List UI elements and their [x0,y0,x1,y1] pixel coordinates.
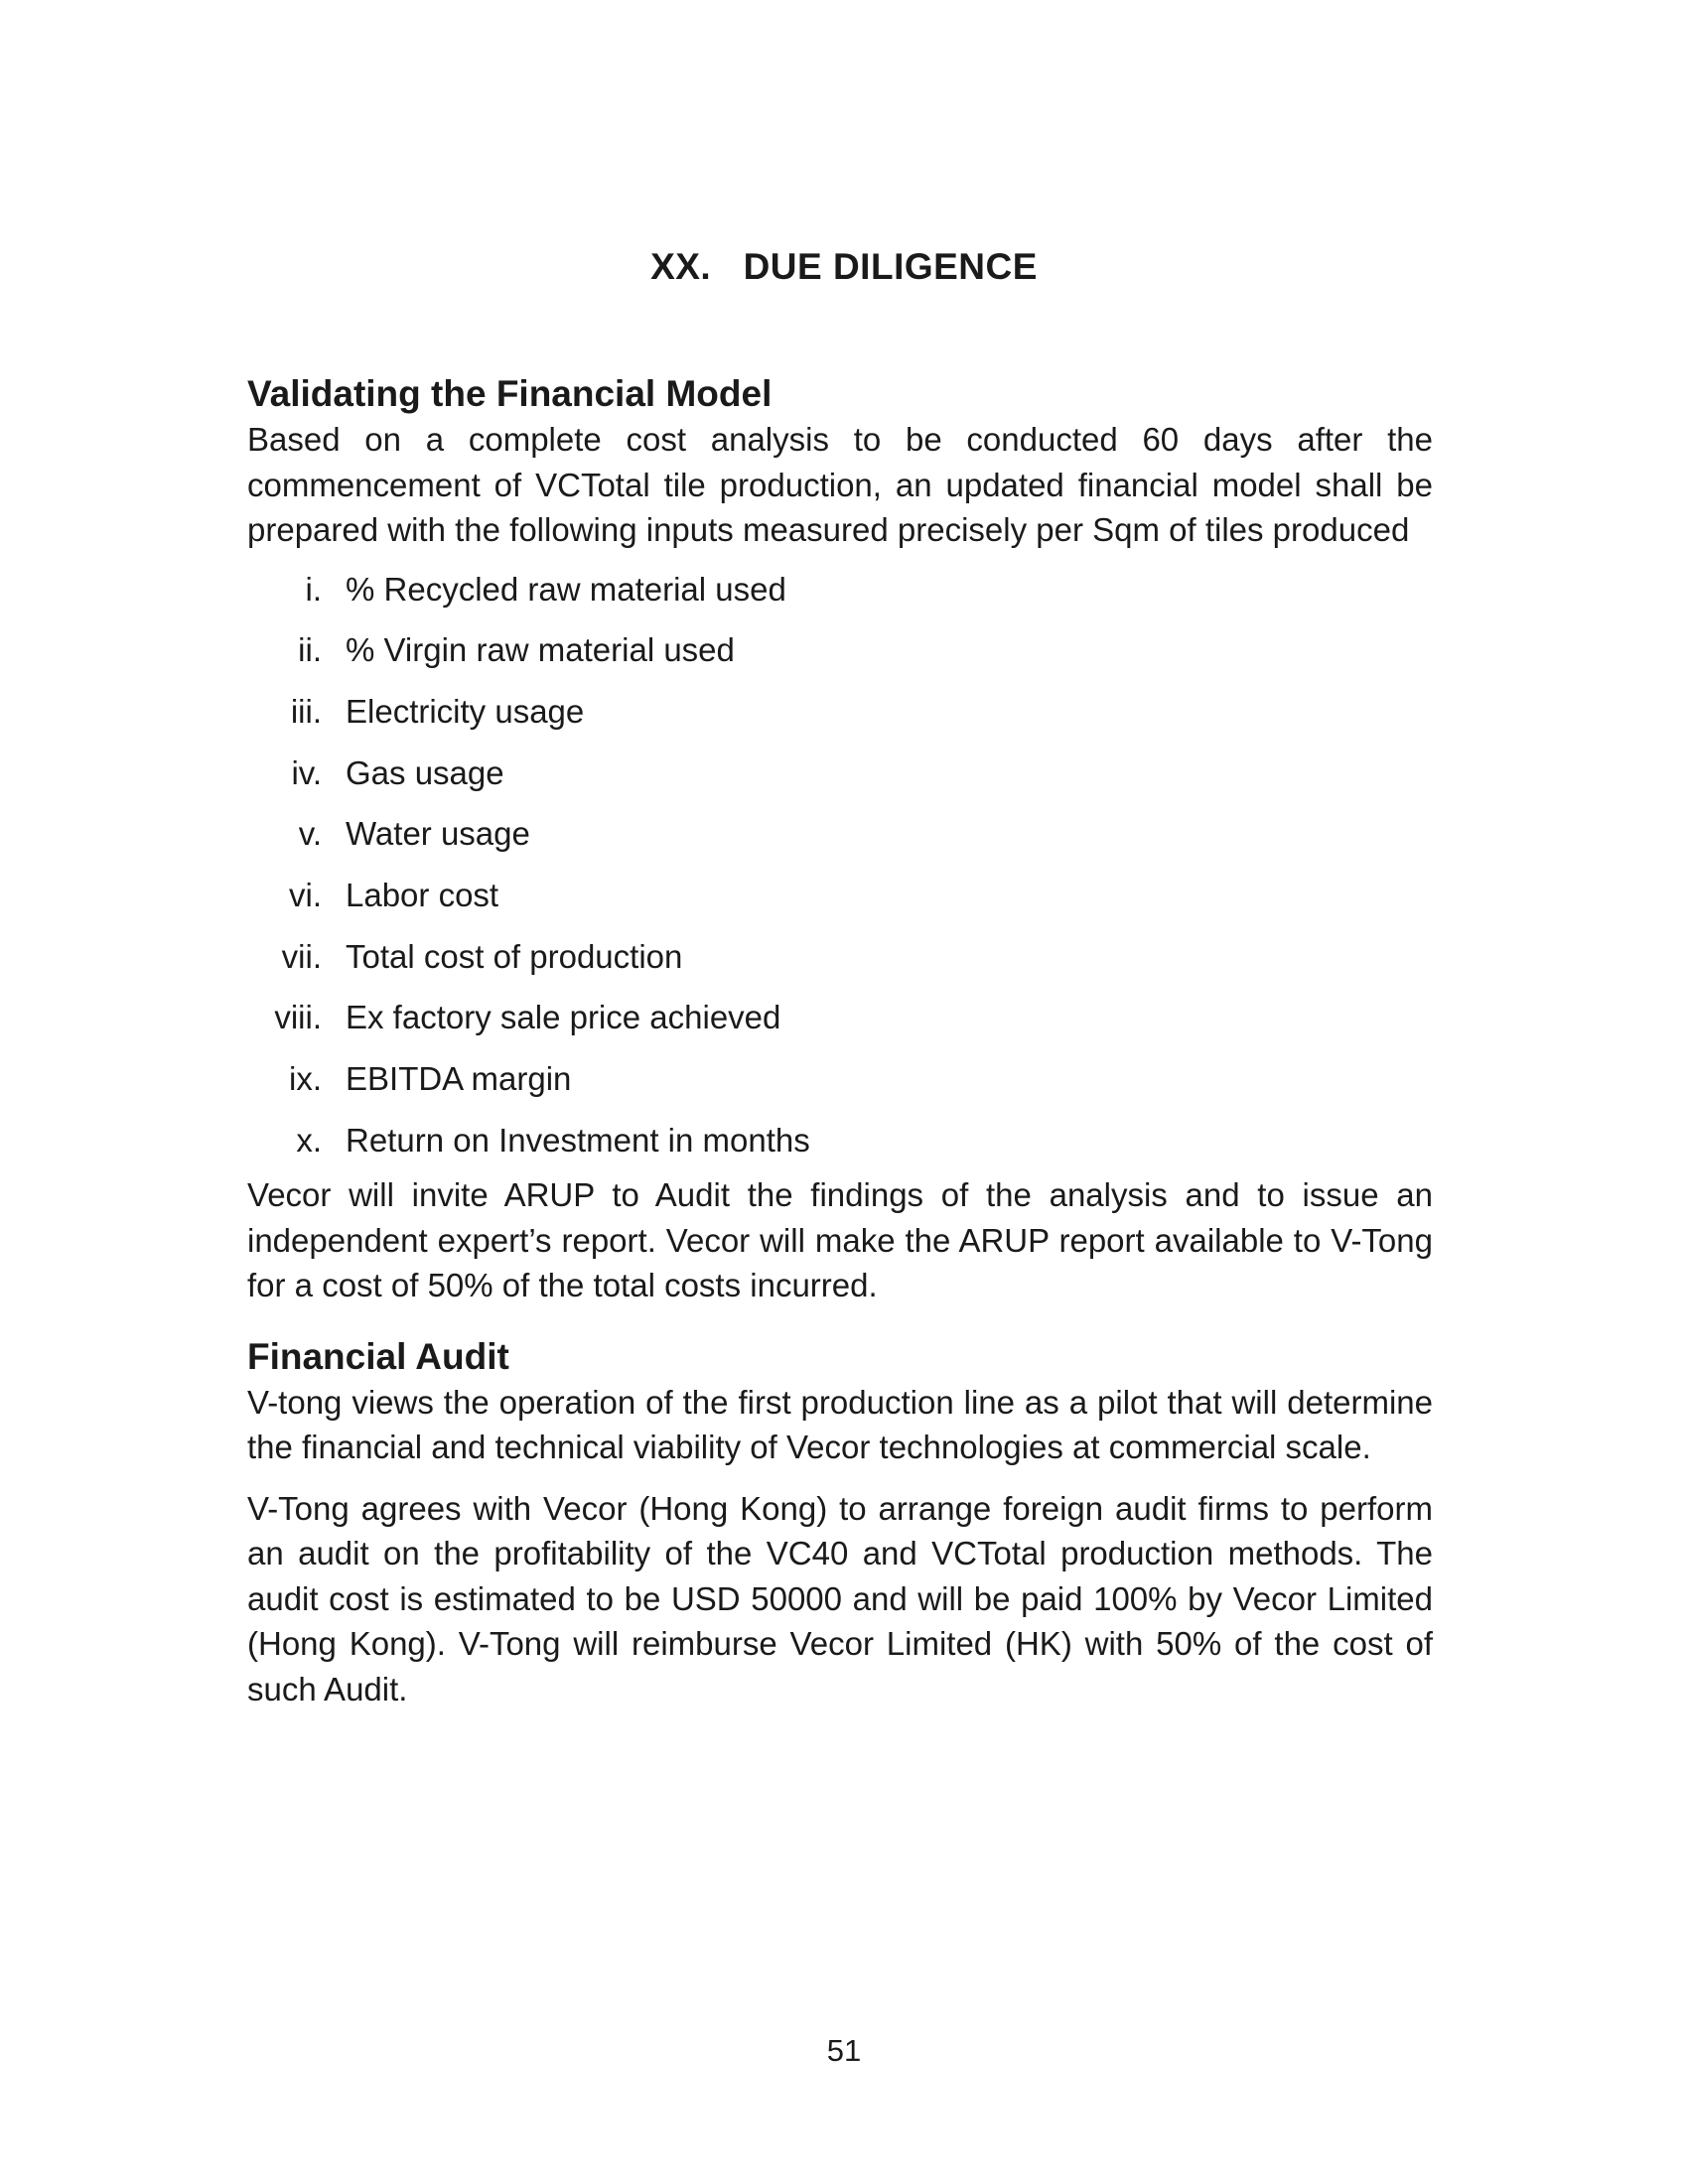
chapter-heading: DUE DILIGENCE [743,246,1038,287]
list-item-text: Labor cost [346,876,499,913]
list-item-number: iv. [291,753,322,791]
list-item-text: Water usage [346,815,530,853]
list-item [247,627,1433,689]
list-item-text: Gas usage [346,753,504,791]
page-number: 51 [826,2033,862,2068]
list-item [247,689,1433,751]
list-item [247,567,1433,628]
list-item-number: vii. [281,937,322,975]
list-item-text: EBITDA margin [346,1060,572,1097]
section-heading-financial-audit: Financial Audit [247,1335,509,1377]
list-item [247,1056,1433,1118]
list-item-text: % Virgin raw material used [346,631,735,669]
pilot-paragraph: V-tong views the operation of the first production line as a pilot that will determine the financial and technical viability of Vecor technologies at commercial scale. [247,1383,1433,1466]
list-item-number: ix. [289,1060,322,1097]
list-item [247,751,1433,812]
list-item [247,811,1433,873]
arup-audit-paragraph: Vecor will invite ARUP to Audit the findings of the analysis and to issue an independent expert’s report. Vecor will make the ARUP report available to V-Tong for a cost of 50% of the total costs incurred. [247,1176,1433,1304]
list-item-text: Electricity usage [346,692,585,730]
list-item [247,934,1433,996]
list-item-number: vi. [289,876,322,913]
list-item-number: i. [305,570,322,608]
page-body [247,371,1433,1711]
list-item-text: Total cost of production [346,937,683,975]
list-item-number: ii. [298,631,322,669]
list-item-number: x. [296,1121,322,1159]
list-item [247,873,1433,934]
chapter-title [0,246,1688,288]
section-intro-paragraph: Based on a complete cost analysis to be conducted 60 days after the commencement of VCTotal tile production, an updated financial model shall be prepared with the following inputs measured precisely per Sqm of tiles produced [247,421,1433,548]
list-item-number: viii. [274,999,322,1036]
chapter-number: XX. [650,246,712,287]
list-item [247,1118,1433,1179]
section-heading-financial-model: Validating the Financial Model [247,373,773,414]
list-item-number: iii. [290,692,322,730]
list-item-number: v. [298,815,322,853]
list-item-text: Ex factory sale price achieved [346,999,781,1036]
audit-agreement-paragraph: V-Tong agrees with Vecor (Hong Kong) to arrange foreign audit firms to perform an audit on the profitability of the VC40 and VCTotal production methods. The audit cost is estimated to be USD 50000 and will be paid 100% by Vecor Limited (Hong Kong). V-Tong will reimburse Vecor Limited (HK) with 50% of the cost of such Audit. [247,1489,1433,1707]
inputs-list [247,567,1433,1179]
list-item [247,995,1433,1056]
list-item-text: Return on Investment in months [346,1121,810,1159]
list-item-text: % Recycled raw material used [346,570,786,608]
